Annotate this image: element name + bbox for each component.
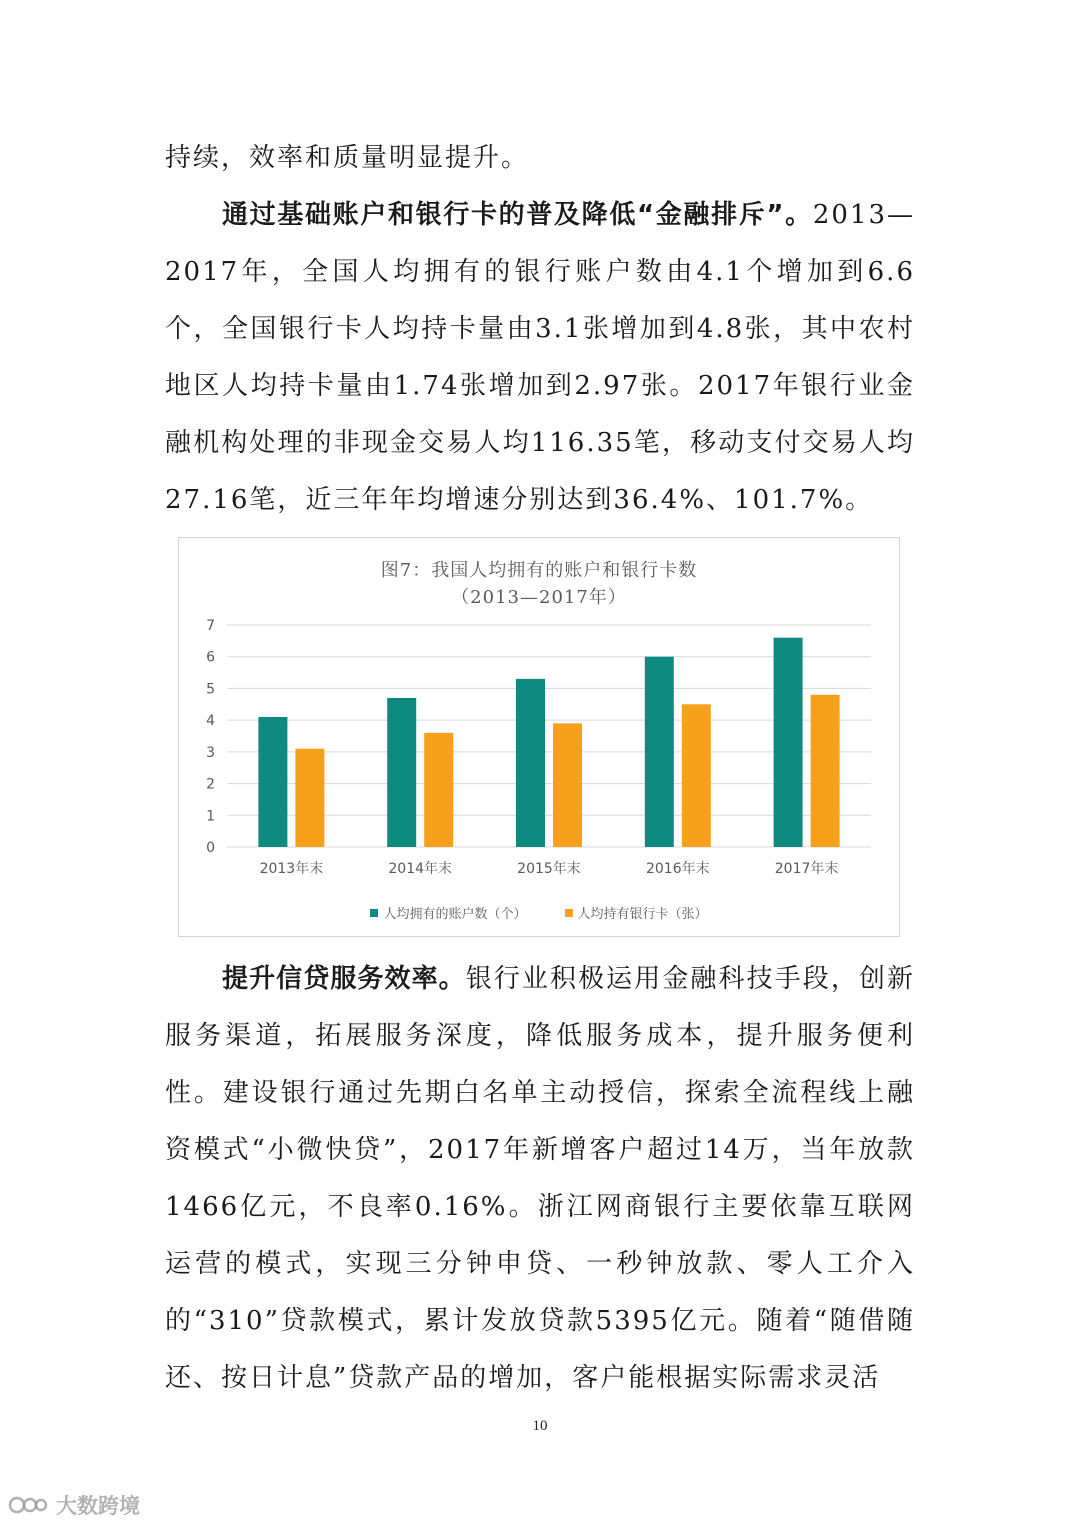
y-tick-label: 4	[206, 713, 215, 730]
legend-swatch-accounts	[370, 909, 378, 917]
bar-cards	[682, 704, 711, 847]
paragraph-accounts-heading: 通过基础账户和银行卡的普及降低“金融排斥”。	[222, 200, 813, 230]
paragraph-accounts-text: 2013—2017年，全国人均拥有的银行账户数由4.1个增加到6.6个，全国银行卡人均持卡量由3.1张增加到4.8张，其中农村地区人均持卡量由1.74张增加到2.97张。2017年银行业金融机构处理的非现金交易人均116.35笔，移动支付交易人均27.16笔，近三年年均增速分别达到36.4%、101.7%。	[165, 200, 915, 515]
y-tick-label: 7	[206, 618, 215, 634]
paragraph-intro	[165, 130, 915, 187]
legend-label-accounts: 人均拥有的账户数（个）	[383, 907, 527, 922]
y-tick-label: 0	[206, 840, 215, 856]
legend-item-cards	[565, 903, 708, 922]
paragraph-intro-text: 持续，效率和质量明显提升。	[165, 143, 530, 173]
x-tick-label: 2014年末	[388, 861, 453, 877]
page-number: 10	[532, 1418, 548, 1434]
paragraph-credit-heading: 提升信贷服务效率。	[222, 964, 466, 994]
y-tick-label: 5	[206, 681, 215, 698]
paragraph-accounts	[165, 187, 915, 529]
y-tick-label: 3	[206, 744, 215, 761]
bar-cards	[295, 749, 324, 847]
bar-cards	[811, 695, 840, 847]
y-tick-label: 2	[206, 776, 215, 793]
chart-figure-7	[178, 537, 900, 937]
watermark	[8, 1490, 140, 1520]
bar-cards	[553, 723, 582, 847]
bar-accounts	[516, 679, 545, 847]
x-tick-label: 2016年末	[645, 861, 710, 877]
bar-accounts	[258, 717, 287, 847]
y-tick-label: 6	[206, 649, 215, 666]
x-tick-label: 2013年末	[259, 861, 324, 877]
chart-legend	[179, 903, 899, 922]
bar-accounts	[387, 698, 416, 847]
legend-swatch-cards	[565, 909, 573, 917]
chart-subtitle: （2013—2017年）	[451, 587, 627, 608]
bar-accounts	[645, 657, 674, 847]
legend-label-cards: 人均持有银行卡（张）	[577, 907, 708, 922]
x-tick-label: 2015年末	[517, 861, 581, 877]
watermark-text: 大数跨境	[56, 1494, 140, 1518]
bar-accounts	[774, 638, 803, 847]
legend-item-accounts	[370, 903, 526, 922]
paragraph-credit-text: 银行业积极运用金融科技手段，创新服务渠道，拓展服务深度，降低服务成本，提升服务便利性。建设银行通过先期白名单主动授信，探索全流程线上融资模式“小微快贷”，2017年新增客户超过14万，当年放款1466亿元，不良率0.16%。浙江网商银行主要依靠互联网运营的模式，实现三分钟申贷、一秒钟放款、零人工介入的“310”贷款模式，累计发放贷款5395亿元。随着“随借随还、按日计息”贷款产品的增加，客户能根据实际需求灵活	[165, 964, 915, 1393]
y-tick-label: 1	[206, 808, 215, 825]
chart-title: 图7：我国人均拥有的账户和银行卡数	[380, 560, 698, 581]
paragraph-credit	[165, 951, 915, 1407]
watermark-logo-icon	[8, 1494, 48, 1516]
bar-cards	[424, 733, 453, 847]
x-tick-label: 2017年末	[774, 861, 839, 877]
